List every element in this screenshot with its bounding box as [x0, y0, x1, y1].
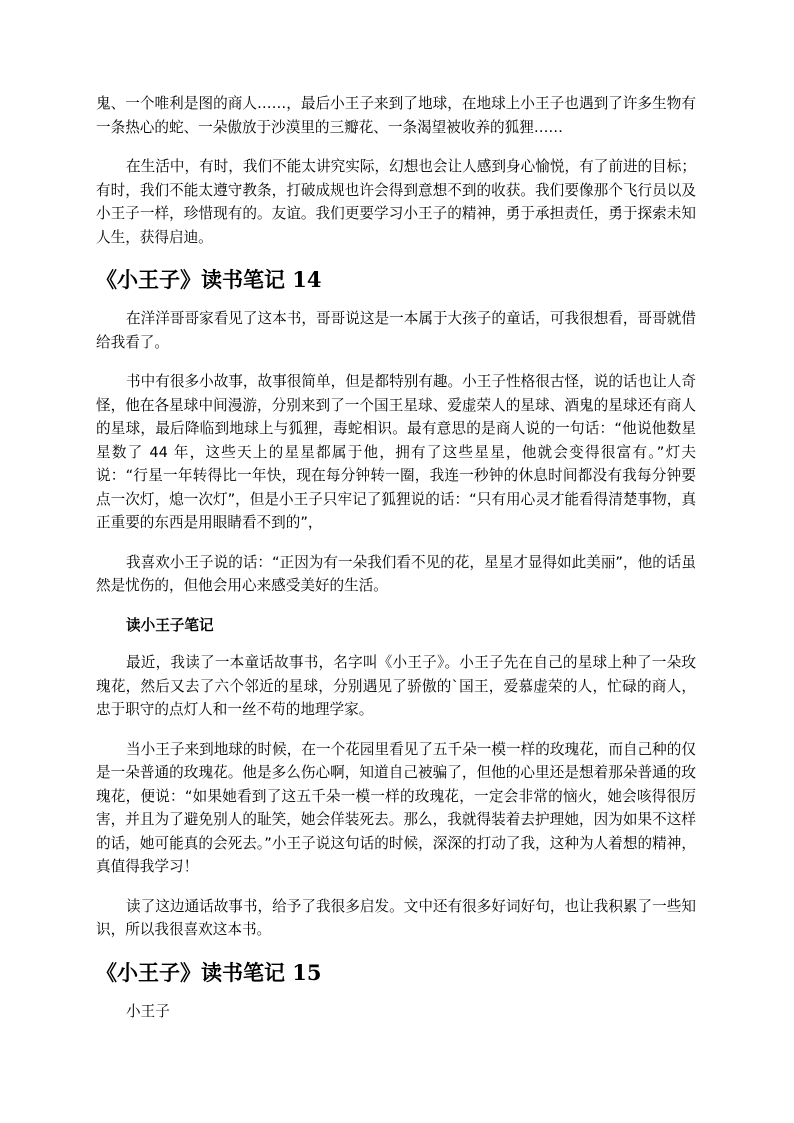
s14-paragraph-3: 我喜欢小王子说的话：“正因为有一朵我们看不见的花，星星才显得如此美丽”，他的话虽然是忧伤的，但他会用心来感受美好的生活。 [96, 553, 696, 594]
intro-paragraph-2: 在生活中，有时，我们不能太讲究实际，幻想也会让人感到身心愉悦，有了前进的目标；有时，我们不能太遵守教条，打破成规也许会得到意想不到的收获。我们要像那个飞行员以及小王子一样，珍惜现有的。友谊。我们更要学习小王子的精神，勇于承担责任，勇于探索未知人生，获得启迪。 [96, 158, 696, 246]
s15-paragraph-1: 小王子 [126, 1002, 170, 1020]
s14-paragraph-1: 在洋洋哥哥家看见了这本书，哥哥说这是一本属于大孩子的童话，可我很想看，哥哥就借给我看了。 [96, 310, 696, 351]
s14-paragraph-4: 最近，我读了一本童话故事书，名字叫《小王子》。小王子先在自己的星球上种了一朵玫瑰花，然后又去了六个邻近的星球，分别遇见了骄傲的`国王，爱慕虚荣的人，忙碌的商人，忠于职守的点灯人和一丝不苟的地理学家。 [96, 654, 696, 718]
section-heading-15: 《小王子》读书笔记 15 [96, 959, 322, 985]
s14-paragraph-2: 书中有很多小故事，故事很简单，但是都特别有趣。小王子性格很古怪，说的话也让人奇怪，他在各星球中间漫游，分别来到了一个国王星球、爱虚荣人的星球、酒鬼的星球还有商人的星球，最后降临到地球上与狐狸，毒蛇相识。最有意思的是商人说的一句话：“他说他数星星数了 44 年，这些天上的星星都属于他，拥有了这些星星，他就会变得很富有。”灯夫说：“行星一年转得比一年快，现在每分钟转一圈，我连一秒钟的休息时间都没有我每分钟要点一次灯，熄一次灯”，但是小王子只牢记了狐狸说的话：“只有用心灵才能看得清楚事物，真正重要的东西是用眼睛看不到的”， [96, 373, 696, 531]
document-page [96, 92, 696, 1039]
intro-paragraph-1: 鬼、一个唯利是图的商人……，最后小王子来到了地球，在地球上小王子也遇到了许多生物有一条热心的蛇、一朵傲放于沙漠里的三瓣花、一条渴望被收养的狐狸…… [96, 95, 696, 136]
s14-paragraph-6: 读了这边通话故事书，给予了我很多启发。文中还有很多好词好句，也让我积累了一些知识，所以我很喜欢这本书。 [96, 897, 696, 938]
s14-paragraph-5: 当小王子来到地球的时候，在一个花园里看见了五千朵一模一样的玫瑰花，而自己种的仅是一朵普通的玫瑰花。他是多么伤心啊，知道自己被骗了，但他的心里还是想着那朵普通的玫瑰花，便说：“如果她看到了这五千朵一模一样的玫瑰花，一定会非常的恼火，她会咳得很厉害，并且为了避免别人的耻笑，她会佯装死去。那么，我就得装着去护理她，因为如果不这样的话，她可能真的会死去。”小王子说这句话的时候，深深的打动了我，这种为人着想的精神，真值得我学习！ [96, 740, 696, 875]
sub-heading: 读小王子笔记 [126, 616, 214, 634]
section-heading-14: 《小王子》读书笔记 14 [96, 267, 322, 292]
